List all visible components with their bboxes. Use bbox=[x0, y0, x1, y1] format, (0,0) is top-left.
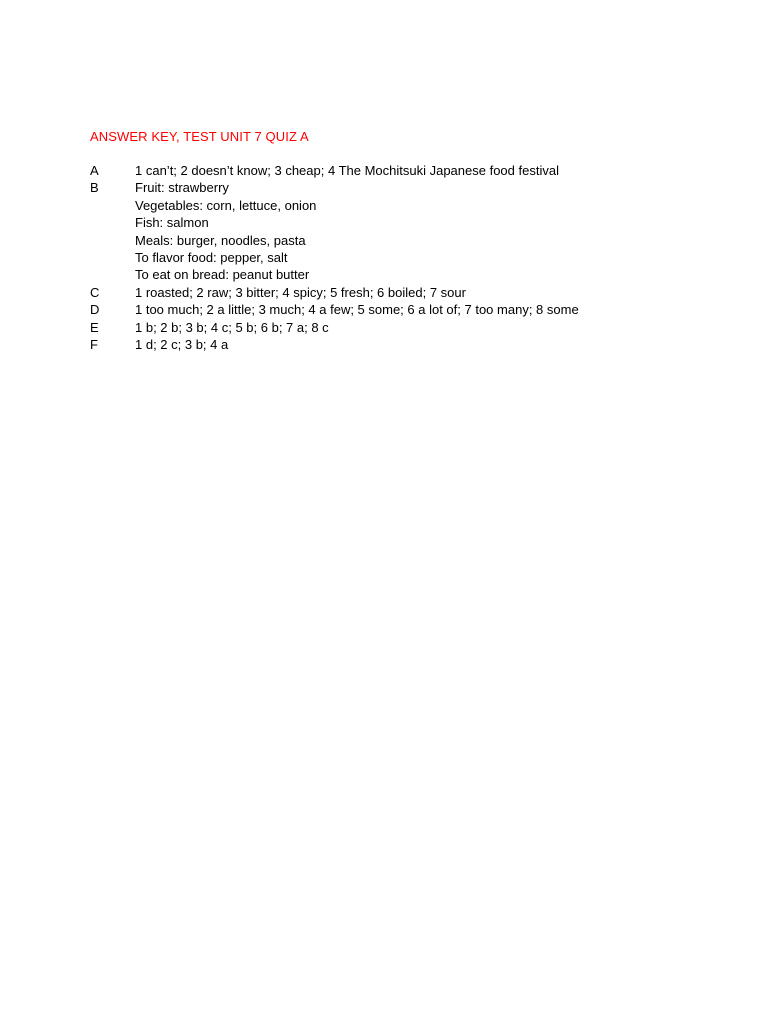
answer-row-d bbox=[90, 301, 730, 318]
answer-text: 1 roasted; 2 raw; 3 bitter; 4 spicy; 5 fresh; 6 boiled; 7 sour bbox=[135, 284, 466, 300]
section-letter: C bbox=[90, 284, 100, 300]
answer-text: Fruit: strawberry bbox=[135, 180, 229, 196]
answer-row-a bbox=[90, 162, 730, 179]
section-letter: A bbox=[90, 163, 99, 178]
answer-row-b bbox=[90, 179, 730, 196]
answer-key-list bbox=[90, 162, 730, 353]
answer-row-b-vegetables bbox=[90, 197, 730, 214]
answer-text: 1 d; 2 c; 3 b; 4 a bbox=[135, 336, 229, 352]
answer-row-b-meals bbox=[90, 232, 730, 249]
answer-row-e bbox=[90, 319, 730, 336]
answer-text: Meals: burger, noodles, pasta bbox=[135, 232, 306, 248]
answer-text: Vegetables: corn, lettuce, onion bbox=[135, 197, 317, 213]
answer-row-b-fish bbox=[90, 214, 730, 231]
answer-row-c bbox=[90, 284, 730, 301]
answer-text: 1 b; 2 b; 3 b; 4 c; 5 b; 6 b; 7 a; 8 c bbox=[135, 319, 329, 335]
answer-row-f bbox=[90, 336, 730, 353]
answer-row-b-bread bbox=[90, 266, 730, 283]
answer-text: To eat on bread: peanut butter bbox=[135, 267, 310, 283]
answer-text: Fish: salmon bbox=[135, 215, 209, 231]
section-letter: B bbox=[90, 180, 99, 196]
answer-text: To flavor food: pepper, salt bbox=[135, 249, 288, 265]
document-title: ANSWER KEY, TEST UNIT 7 QUIZ A bbox=[90, 129, 309, 144]
section-letter: E bbox=[90, 319, 99, 335]
section-letter: F bbox=[90, 336, 98, 352]
section-letter: D bbox=[90, 302, 100, 318]
answer-text: 1 can’t; 2 doesn’t know; 3 cheap; 4 The Mochitsuki Japanese food festival bbox=[135, 163, 559, 178]
answer-row-b-flavor bbox=[90, 249, 730, 266]
answer-text: 1 too much; 2 a little; 3 much; 4 a few; 5 some; 6 a lot of; 7 too many; 8 some bbox=[135, 302, 579, 318]
